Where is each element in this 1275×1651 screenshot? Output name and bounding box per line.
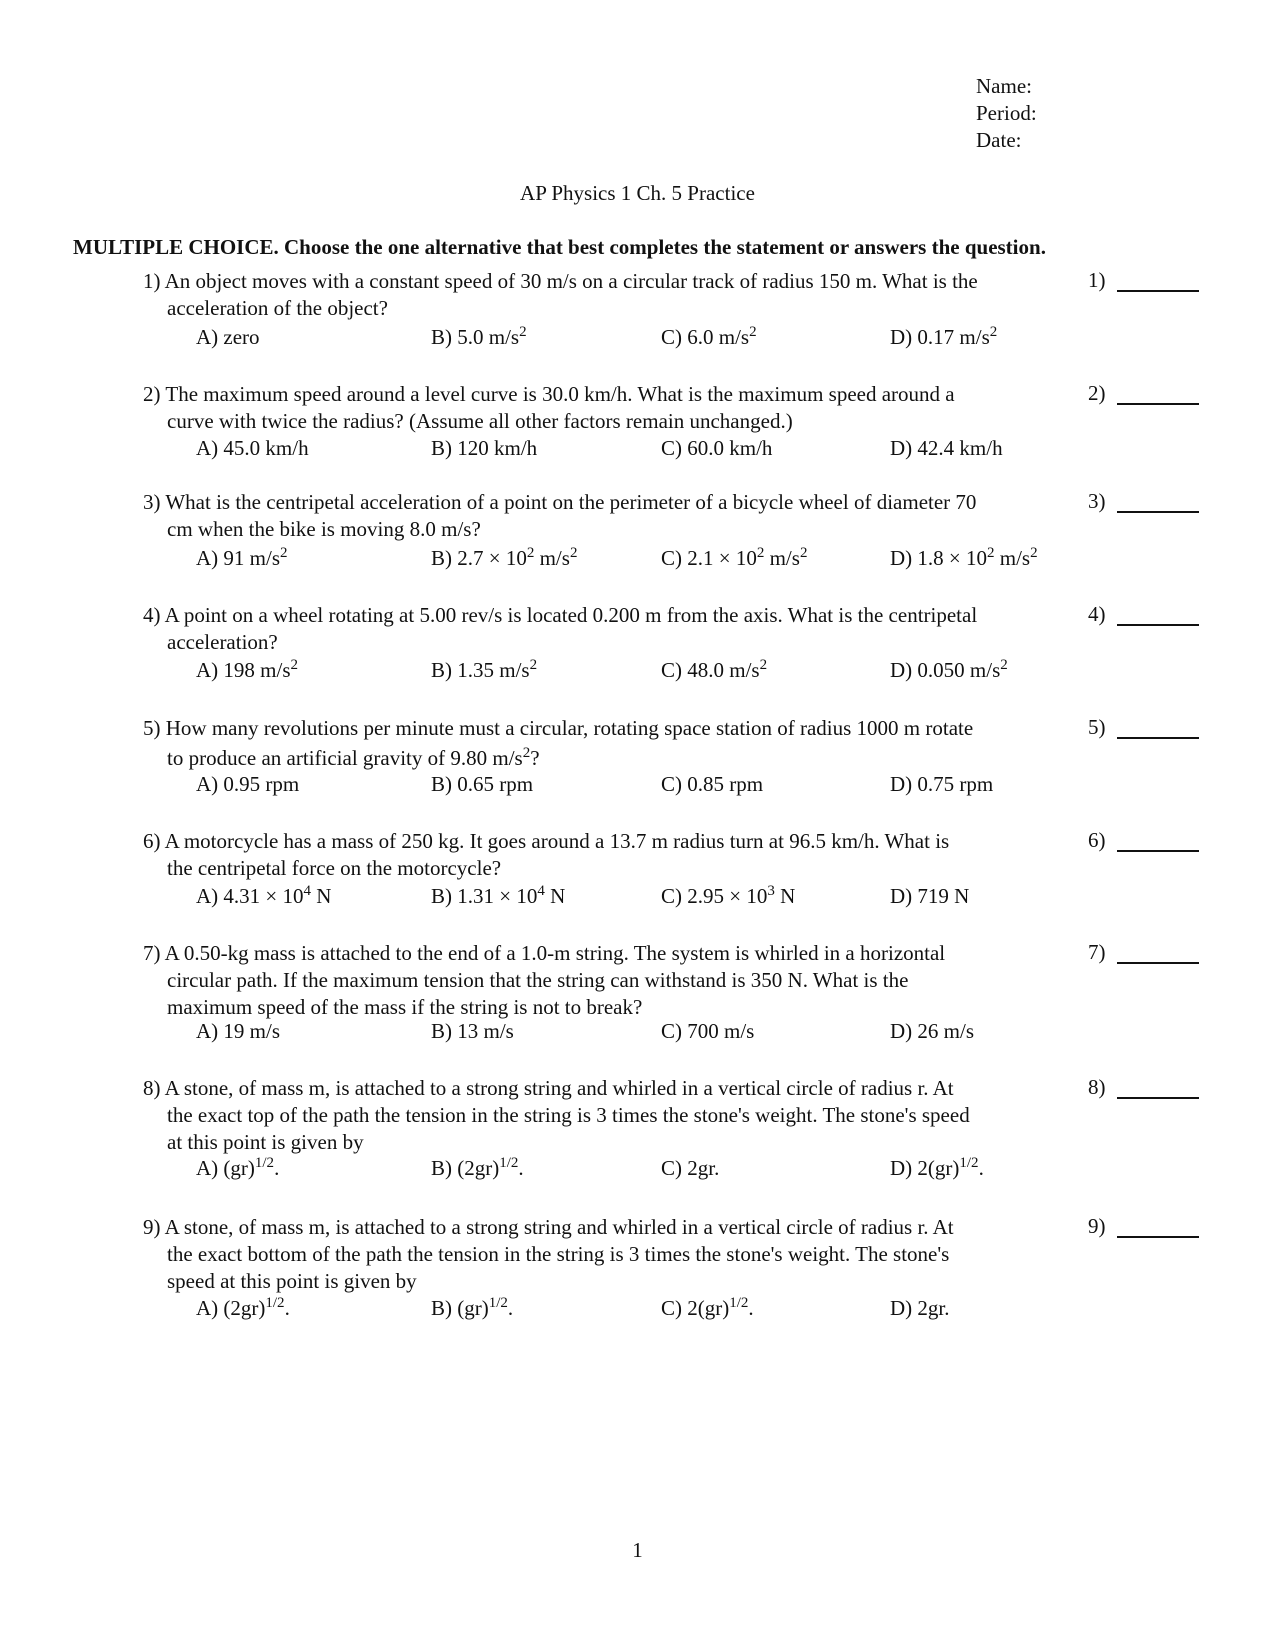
choice-c: C) 2gr. [661,1156,720,1180]
question-1 [143,268,1203,349]
choice-b: B) 1.35 $m/s^2$ [431,657,538,682]
choice-c: C) $2.95 \times 10^3$ N [661,883,796,908]
period-label: Period: [976,101,1037,125]
choice-a: A) 45.0 km/h [196,436,309,460]
question-text-line: circular path. If the maximum tension that the string can withstand is 350 N. What is the [167,968,909,992]
answer-blank[interactable] [1117,737,1199,739]
choice-d: D) 26 m/s [890,1019,974,1043]
question-5 [143,715,1203,796]
answer-number-label: 3) [1088,489,1106,513]
answer-choices [196,324,1076,351]
page-number: 1 [632,1538,643,1562]
choice-d: D) 2(gr)$^{1/2}$. [890,1155,984,1180]
choice-d: D) 2gr. [890,1296,950,1320]
answer-choices [196,1155,1076,1182]
answer-blank[interactable] [1117,290,1199,292]
answer-number-label: 7) [1088,940,1106,964]
question-text-line: acceleration? [167,630,278,654]
choice-d: D) 0.17 $m/s^2$ [890,324,998,349]
choice-c: C) 60.0 km/h [661,436,773,460]
answer-number-label: 6) [1088,828,1106,852]
question-text-line: curve with twice the radius? (Assume all other factors remain unchanged.) [167,409,793,433]
answer-number-label: 4) [1088,602,1106,626]
choice-c: C) 700 m/s [661,1019,755,1043]
answer-choices [196,545,1076,572]
answer-blank[interactable] [1117,1236,1199,1238]
page-title: AP Physics 1 Ch. 5 Practice [520,181,755,205]
choice-b: B) 0.65 rpm [431,772,534,796]
choice-a: A) 198 $m/s^2$ [196,657,298,682]
choice-b: B) $2.7 \times 10^2$ $m/s^2$ [431,545,578,570]
choice-b: B) 13 m/s [431,1019,514,1043]
answer-blank[interactable] [1117,511,1199,513]
answer-number-label: 8) [1088,1075,1106,1099]
answer-choices [196,771,1076,798]
answer-blank[interactable] [1117,962,1199,964]
question-text-line: at this point is given by [167,1130,364,1154]
answer-choices [196,657,1076,684]
choice-d: D) 719 N [890,884,970,908]
question-text-line: 8) A stone, of mass m, is attached to a strong string and whirled in a vertical circle of radius r. At [143,1076,954,1100]
choice-c: C) $2.1 \times 10^2$ $m/s^2$ [661,545,808,570]
question-text-line: the centripetal force on the motorcycle? [167,856,502,880]
answer-blank[interactable] [1117,1097,1199,1099]
choice-b: B) 5.0 $m/s^2$ [431,324,527,349]
question-7 [143,940,1203,1043]
choice-a: A) $(2gr)^{1/2}$. [196,1295,290,1320]
question-text-line: 2) The maximum speed around a level curve is 30.0 km/h. What is the maximum speed around a [143,382,955,406]
answer-choices [196,883,1076,910]
answer-blank[interactable] [1117,403,1199,405]
answer-number-label: 5) [1088,715,1106,739]
question-text-line: cm when the bike is moving 8.0 m/s? [167,517,481,541]
question-9 [143,1214,1203,1320]
question-text-line: maximum speed of the mass if the string is not to break? [167,995,643,1019]
choice-c: C) 48.0 $m/s^2$ [661,657,768,682]
question-text-line: speed at this point is given by [167,1269,417,1293]
question-text-line: 3) What is the centripetal acceleration of a point on the perimeter of a bicycle wheel of diameter 70 [143,490,977,514]
answer-number-label: 9) [1088,1214,1106,1238]
choice-c: C) 0.85 rpm [661,772,764,796]
choice-d: D) 0.75 rpm [890,772,994,796]
choice-a: A) zero [196,325,260,349]
choice-c: C) 2(gr)$^{1/2}$. [661,1295,754,1320]
student-info-block [976,73,1037,154]
question-text-line: 5) How many revolutions per minute must a circular, rotating space station of radius 1000 m rotate [143,716,974,740]
choice-d: D) 42.4 km/h [890,436,1003,460]
choice-b: B) 120 km/h [431,436,538,460]
answer-choices [196,435,1076,462]
choice-a: A) 91 $m/s^2$ [196,545,288,570]
section-instructions: MULTIPLE CHOICE. Choose the one alternative that best completes the statement or answers the question. [73,235,1046,259]
question-text-line: the exact top of the path the tension in the string is 3 times the stone's weight. The stone's speed [167,1103,970,1127]
question-6 [143,828,1203,908]
choice-b: B) $(2gr)^{1/2}$. [431,1155,524,1180]
choice-b: B) (gr)$^{1/2}$. [431,1295,514,1320]
answer-blank[interactable] [1117,850,1199,852]
question-text-line: acceleration of the object? [167,296,388,320]
choice-a: A) 19 m/s [196,1019,280,1043]
date-label: Date: [976,128,1022,152]
choice-d: D) $1.8 \times 10^2$ $m/s^2$ [890,545,1038,570]
question-4 [143,602,1203,682]
answer-choices [196,1295,1076,1322]
choice-a: A) $4.31 \times 10^4$ N [196,883,332,908]
question-text-line: 7) A 0.50-kg mass is attached to the end of a 1.0-m string. The system is whirled in a horizontal [143,941,946,965]
answer-blank[interactable] [1117,624,1199,626]
name-label: Name: [976,74,1032,98]
answer-number-label: 1) [1088,268,1106,292]
question-text-line: 9) A stone, of mass m, is attached to a strong string and whirled in a vertical circle of radius r. At [143,1215,954,1239]
choice-d: D) 0.050 $m/s^2$ [890,657,1008,682]
question-text-line: 6) A motorcycle has a mass of 250 kg. It goes around a 13.7 m radius turn at 96.5 km/h. What is [143,829,950,853]
answer-number-label: 2) [1088,381,1106,405]
question-text-line: 1) An object moves with a constant speed of 30 m/s on a circular track of radius 150 m. What is the [143,269,978,293]
answer-choices [196,1018,1076,1045]
choice-c: C) 6.0 $m/s^2$ [661,324,757,349]
choice-a: A) (gr)$^{1/2}$. [196,1155,280,1180]
question-2 [143,381,1203,460]
question-text-line: to produce an artificial gravity of 9.80 $m/s^2$? [167,745,540,770]
question-8 [143,1075,1203,1180]
choice-b: B) $1.31 \times 10^4$ N [431,883,566,908]
choice-a: A) 0.95 rpm [196,772,300,796]
question-text-line: 4) A point on a wheel rotating at 5.00 rev/s is located 0.200 m from the axis. What is the centripetal [143,603,978,627]
question-3 [143,489,1203,570]
question-text-line: the exact bottom of the path the tension in the string is 3 times the stone's weight. The stone's [167,1242,950,1266]
